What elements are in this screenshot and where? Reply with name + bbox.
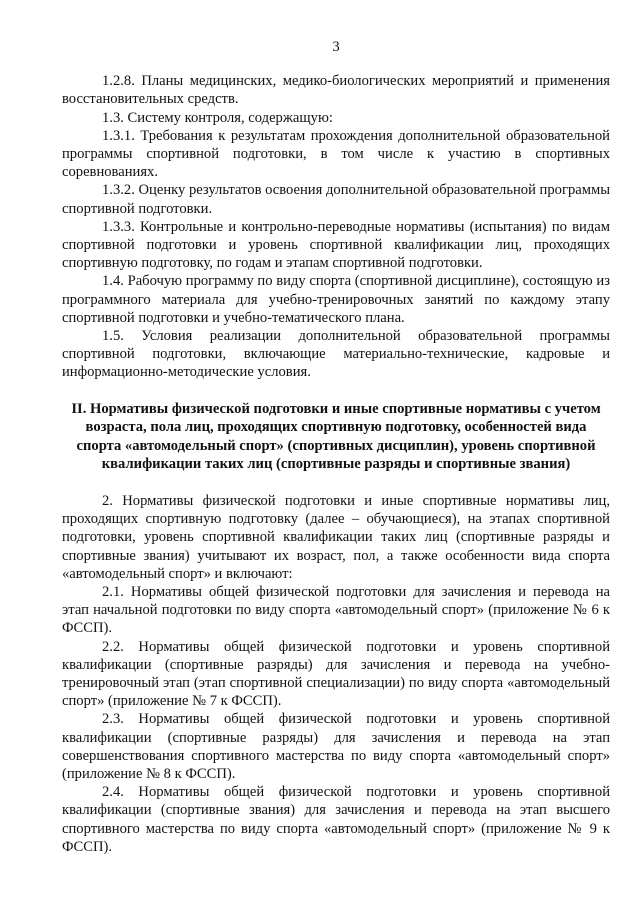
paragraph-1-3: 1.3. Систему контроля, содержащую: xyxy=(102,109,333,126)
paragraph-2-1: 2.1. Нормативы общей физической подготовки для зачисления и перевода на этап начальной подготовки по виду спорта «автомодельный спорт» (приложение № 6 к ФССП). xyxy=(62,584,610,637)
paragraph-1-5: 1.5. Условия реализации дополнительной образовательной программы спортивной подготовки, включающие материально-технические, кадровые и информационно-методические условия. xyxy=(62,328,610,381)
paragraph-1-3-3: 1.3.3. Контрольные и контрольно-переводные нормативы (испытания) по видам спортивной подготовки и уровень спортивной квалификации лиц, проходящих спортивную подготовку, по годам и этапам спортивной подготовки. xyxy=(62,218,610,272)
paragraph-1-4: 1.4. Рабочую программу по виду спорта (спортивной дисциплине), состоящую из программного материала для учебно-тренировочных занятий по каждому этапу спортивной подготовки и учебно-тематического плана. xyxy=(62,273,610,326)
paragraph-2-3: 2.3. Нормативы общей физической подготовки и уровень спортивной квалификации (спортивные разряды) для зачисления и перевода на этап совершенствования спортивного мастерства по виду спорта «автомодельный спорт» (приложение № 8 к ФССП). xyxy=(62,711,610,783)
document-page xyxy=(62,38,610,856)
paragraph-2-4: 2.4. Нормативы общей физической подготовки и уровень спортивной квалификации (спортивные звания) для зачисления и перевода на этап высшего спортивного мастерства по виду спорта «автомодельный спорт» (приложение № 9 к ФССП). xyxy=(62,784,610,855)
paragraph-2-2: 2.2. Нормативы общей физической подготовки и уровень спортивной квалификации (спортивные разряды) для зачисления и перевода на учебно-тренировочный этап (этап спортивной специализации) по виду спорта «автомодельный спорт» (приложение № 7 к ФССП). xyxy=(62,638,610,710)
page-number: 3 xyxy=(332,39,340,55)
paragraph-1-2-8: 1.2.8. Планы медицинских, медико-биологических мероприятий и применения восстановительных средств. xyxy=(62,73,610,108)
paragraph-1-3-2: 1.3.2. Оценку результатов освоения дополнительной образовательной программы спортивной подготовки. xyxy=(62,182,610,217)
section-two-heading: II. Нормативы физической подготовки и иные спортивные нормативы с учетом возраста, пола лиц, проходящих спортивную подготовку, особенностей вида спорта «автомодельный спорт» (спортивных дисциплин), уровень спортивной квалификации таких лиц (спортивные разряды и спортивные звания) xyxy=(71,400,601,473)
section-one-list xyxy=(62,72,610,381)
section-two-list xyxy=(62,492,610,856)
paragraph-1-3-1: 1.3.1. Требования к результатам прохождения дополнительной образовательной программы спортивной подготовки, в том числе к участию в спортивных соревнованиях. xyxy=(62,127,610,181)
paragraph-2: 2. Нормативы физической подготовки и иные спортивные нормативы лиц, проходящих спортивную подготовку (далее – обучающиеся), на этапах спортивной подготовки, уровень спортивной квалификации таких лиц (спортивные разряды и спортивные звания) учитывают их возраст, пол, а также особенности вида спорта «автомодельный спорт» и включают: xyxy=(62,493,610,582)
